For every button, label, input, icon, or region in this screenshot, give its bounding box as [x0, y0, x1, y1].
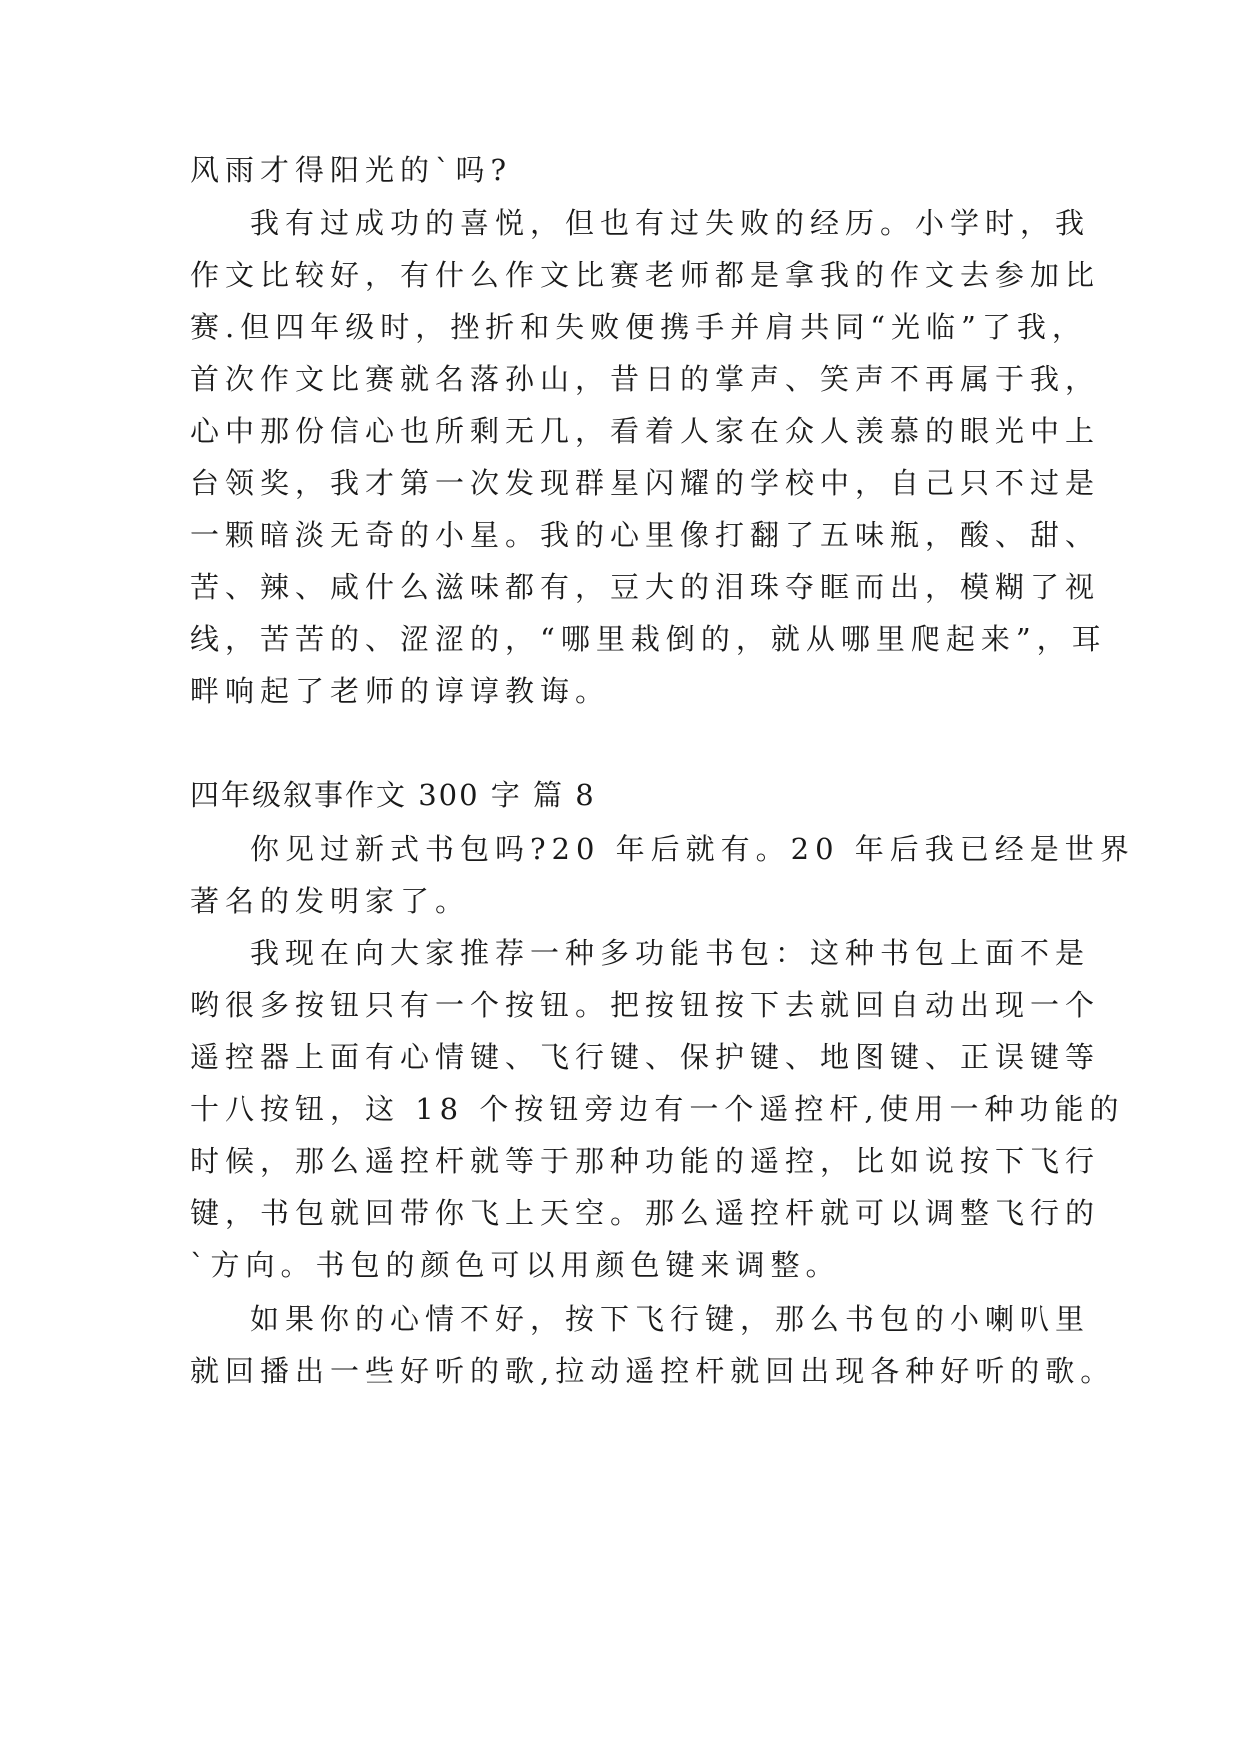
text-line: 我现在向大家推荐一种多功能书包：这种书包上面不是 [250, 936, 1091, 970]
text-line: 赛.但四年级时，挫折和失败便携手并肩共同“光临”了我， [190, 310, 1087, 344]
text-line: 著名的发明家了。 [190, 884, 471, 918]
text-line: 就回播出一些好听的歌,拉动遥控杆就回出现各种好听的歌。 [190, 1354, 1116, 1388]
text-line: 心中那份信心也所剩无几，看着人家在众人羡慕的眼光中上 [190, 414, 1101, 448]
text-line: 哟很多按钮只有一个按钮。把按钮按下去就回自动出现一个 [190, 988, 1101, 1022]
text-line: 时候，那么遥控杆就等于那种功能的遥控，比如说按下飞行 [190, 1144, 1101, 1178]
text-line: 线，苦苦的、涩涩的，“哪里栽倒的，就从哪里爬起来”，耳 [190, 622, 1107, 656]
text-line: 键，书包就回带你飞上天空。那么遥控杆就可以调整飞行的 [190, 1196, 1101, 1230]
text-line: 我有过成功的喜悦，但也有过失败的经历。小学时，我 [250, 206, 1091, 240]
text-line: 畔响起了老师的谆谆教诲。 [190, 674, 611, 708]
text-line: 如果你的心情不好，按下飞行键，那么书包的小喇叭里 [250, 1302, 1091, 1336]
section-heading: 四年级叙事作文 300 字 篇 8 [190, 778, 596, 812]
text-line: 风雨才得阳光的`吗? [190, 153, 513, 187]
text-line: 你见过新式书包吗?20 年后就有。20 年后我已经是世界 [250, 832, 1135, 866]
text-line: 一颗暗淡无奇的小星。我的心里像打翻了五味瓶，酸、甜、 [190, 518, 1101, 552]
text-line: 作文比较好，有什么作文比赛老师都是拿我的作文去参加比 [190, 258, 1101, 292]
text-line: 台领奖，我才第一次发现群星闪耀的学校中，自己只不过是 [190, 466, 1101, 500]
text-line: `方向。书包的颜色可以用颜色键来调整。 [190, 1248, 841, 1282]
text-line: 十八按钮，这 18 个按钮旁边有一个遥控杆,使用一种功能的 [190, 1092, 1125, 1126]
text-line: 首次作文比赛就名落孙山，昔日的掌声、笑声不再属于我， [190, 362, 1101, 396]
text-line: 苦、辣、咸什么滋味都有，豆大的泪珠夺眶而出，模糊了视 [190, 570, 1101, 604]
text-line: 遥控器上面有心情键、飞行键、保护键、地图键、正误键等 [190, 1040, 1101, 1074]
